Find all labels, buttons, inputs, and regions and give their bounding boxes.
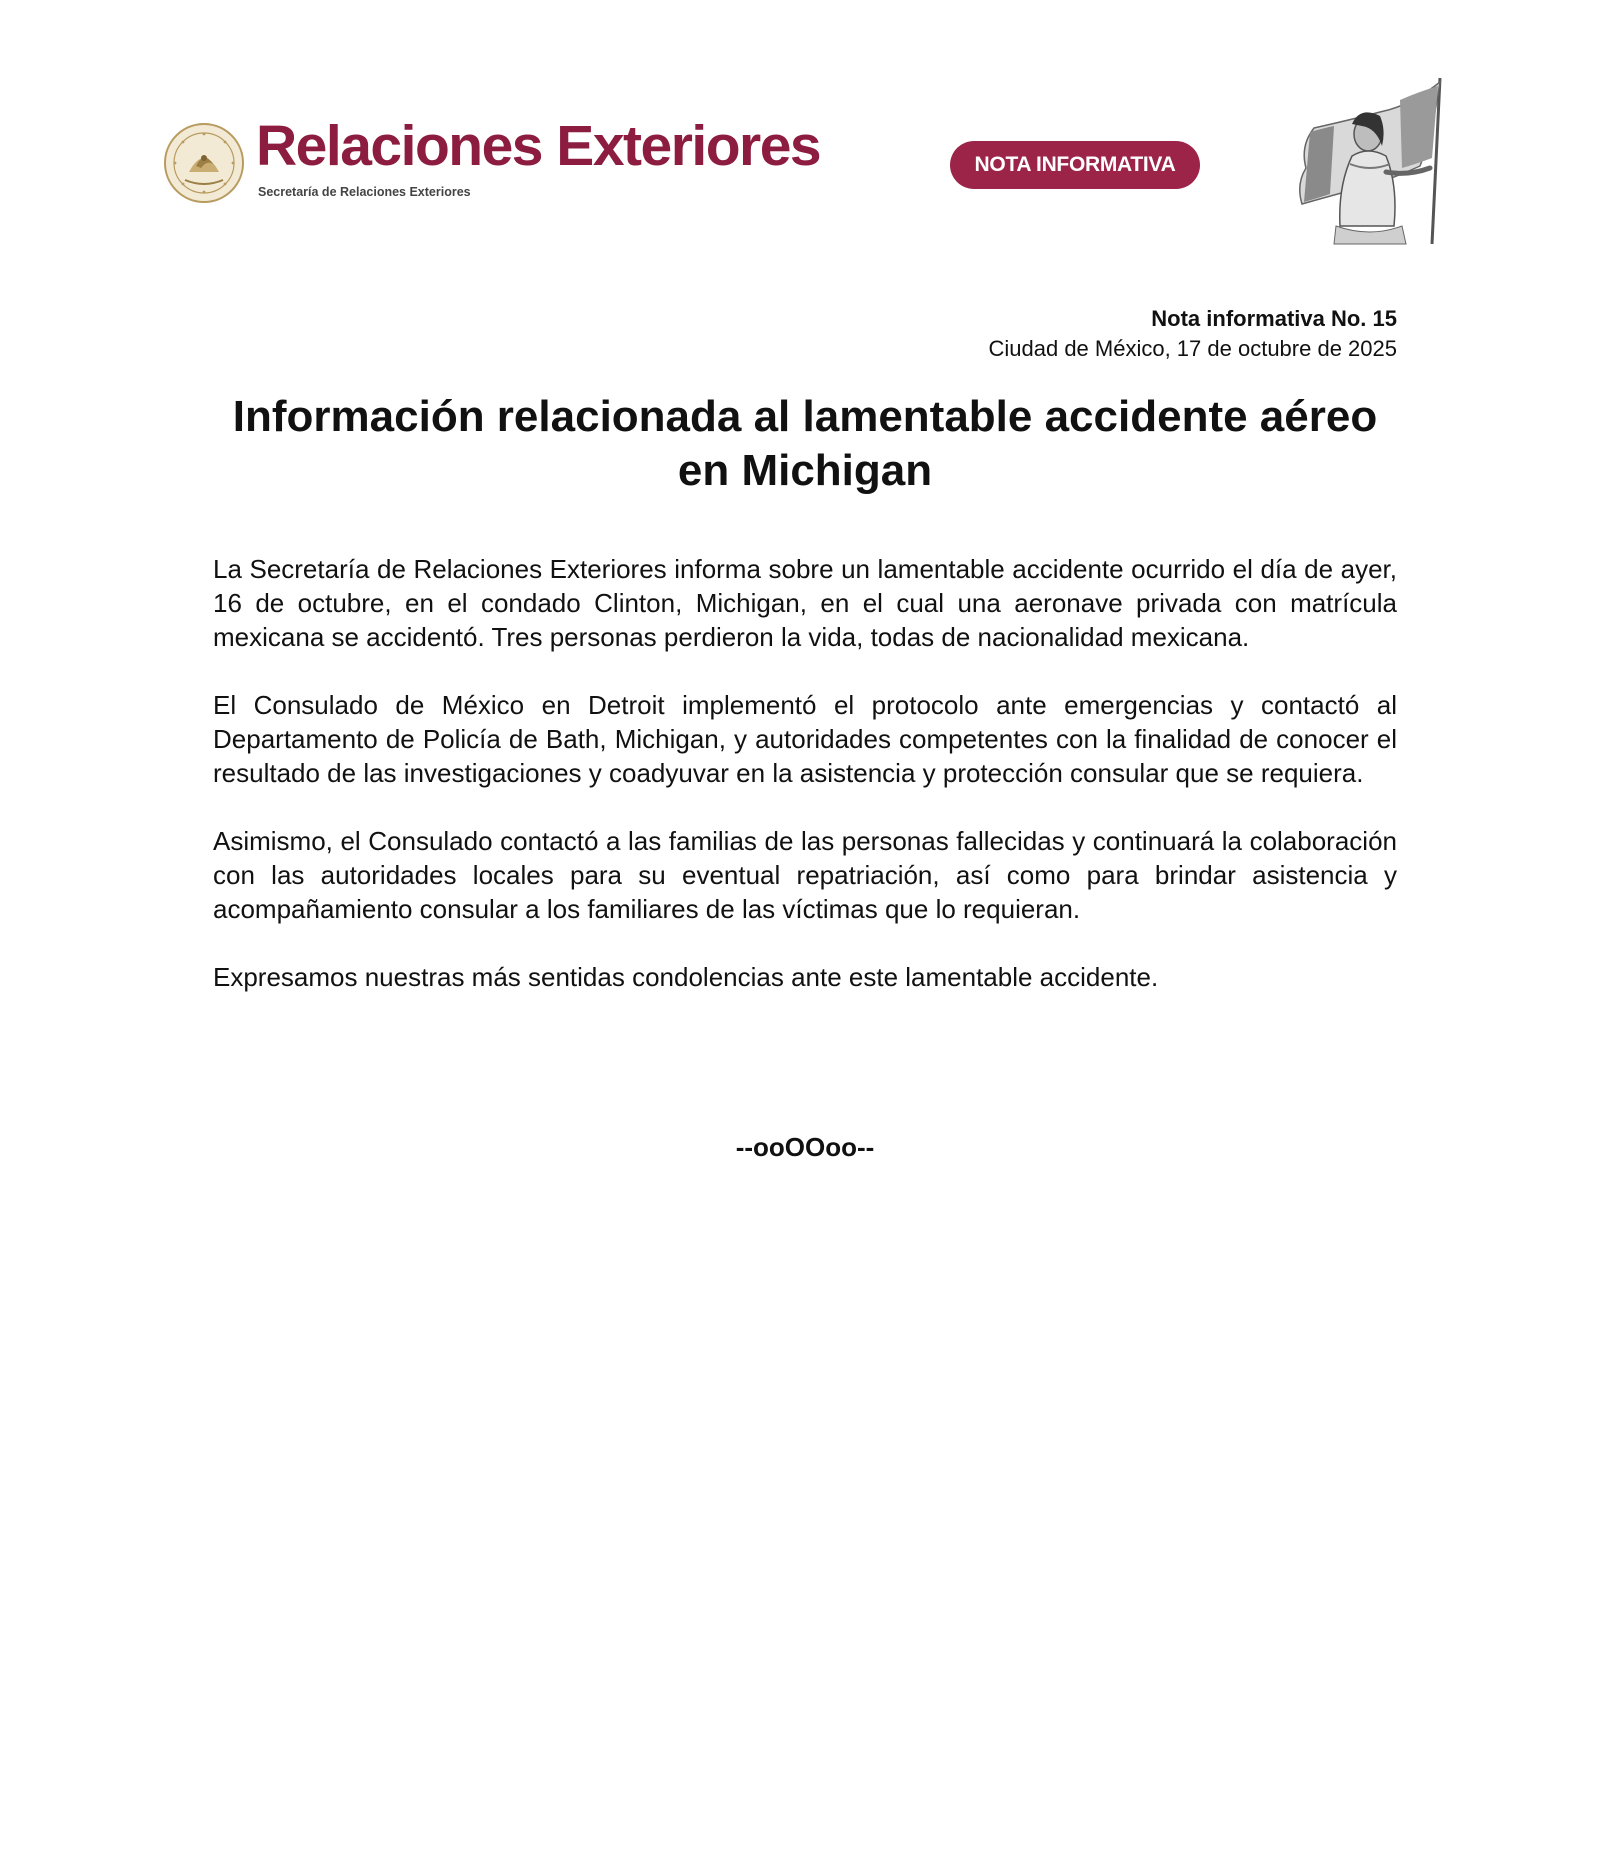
body-paragraph: Expresamos nuestras más sentidas condolencias ante este lamentable accidente. — [213, 962, 1159, 992]
brand-title: Relaciones Exteriores — [256, 114, 821, 178]
place-date: Ciudad de México, 17 de octubre de 2025 — [988, 336, 1397, 361]
body-paragraph: El Consulado de México en Detroit implementó el protocolo ante emergencias y contactó al Departamento de Policía de Bath, Michigan, y autoridades competentes con la finalidad de conocer el resultado de las investigaciones y coadyuvar en la asistencia y protección consular que se requiera. — [213, 690, 1397, 788]
note-meta — [988, 304, 1397, 364]
letterhead — [0, 0, 1604, 260]
document-body — [213, 552, 1397, 1028]
closing-mark: --ooOOoo-- — [735, 1132, 875, 1162]
brand-subtitle: Secretaría de Relaciones Exteriores — [258, 185, 471, 199]
note-number: Nota informativa No. 15 — [1151, 306, 1397, 331]
nota-informativa-badge: NOTA INFORMATIVA — [950, 141, 1200, 189]
document-title: Información relacionada al lamentable accidente aéreo en Michigan — [232, 392, 1378, 495]
body-paragraph: La Secretaría de Relaciones Exteriores informa sobre un lamentable accidente ocurrido el día de ayer, 16 de octubre, en el condado Clinton, Michigan, en el cual una aeronave privada con matrícula mexicana se accidentó. Tres personas perdieron la vida, todas de nacionalidad mexicana. — [213, 554, 1397, 652]
body-paragraph: Asimismo, el Consulado contactó a las familias de las personas fallecidas y continuará la colaboración con las autoridades locales para su eventual repatriación, así como para brindar asistencia y acompañamiento consular a los familiares de las víctimas que lo requieran. — [213, 826, 1397, 924]
heroine-flag-illustration — [1290, 76, 1450, 246]
national-seal-logo — [163, 122, 245, 204]
